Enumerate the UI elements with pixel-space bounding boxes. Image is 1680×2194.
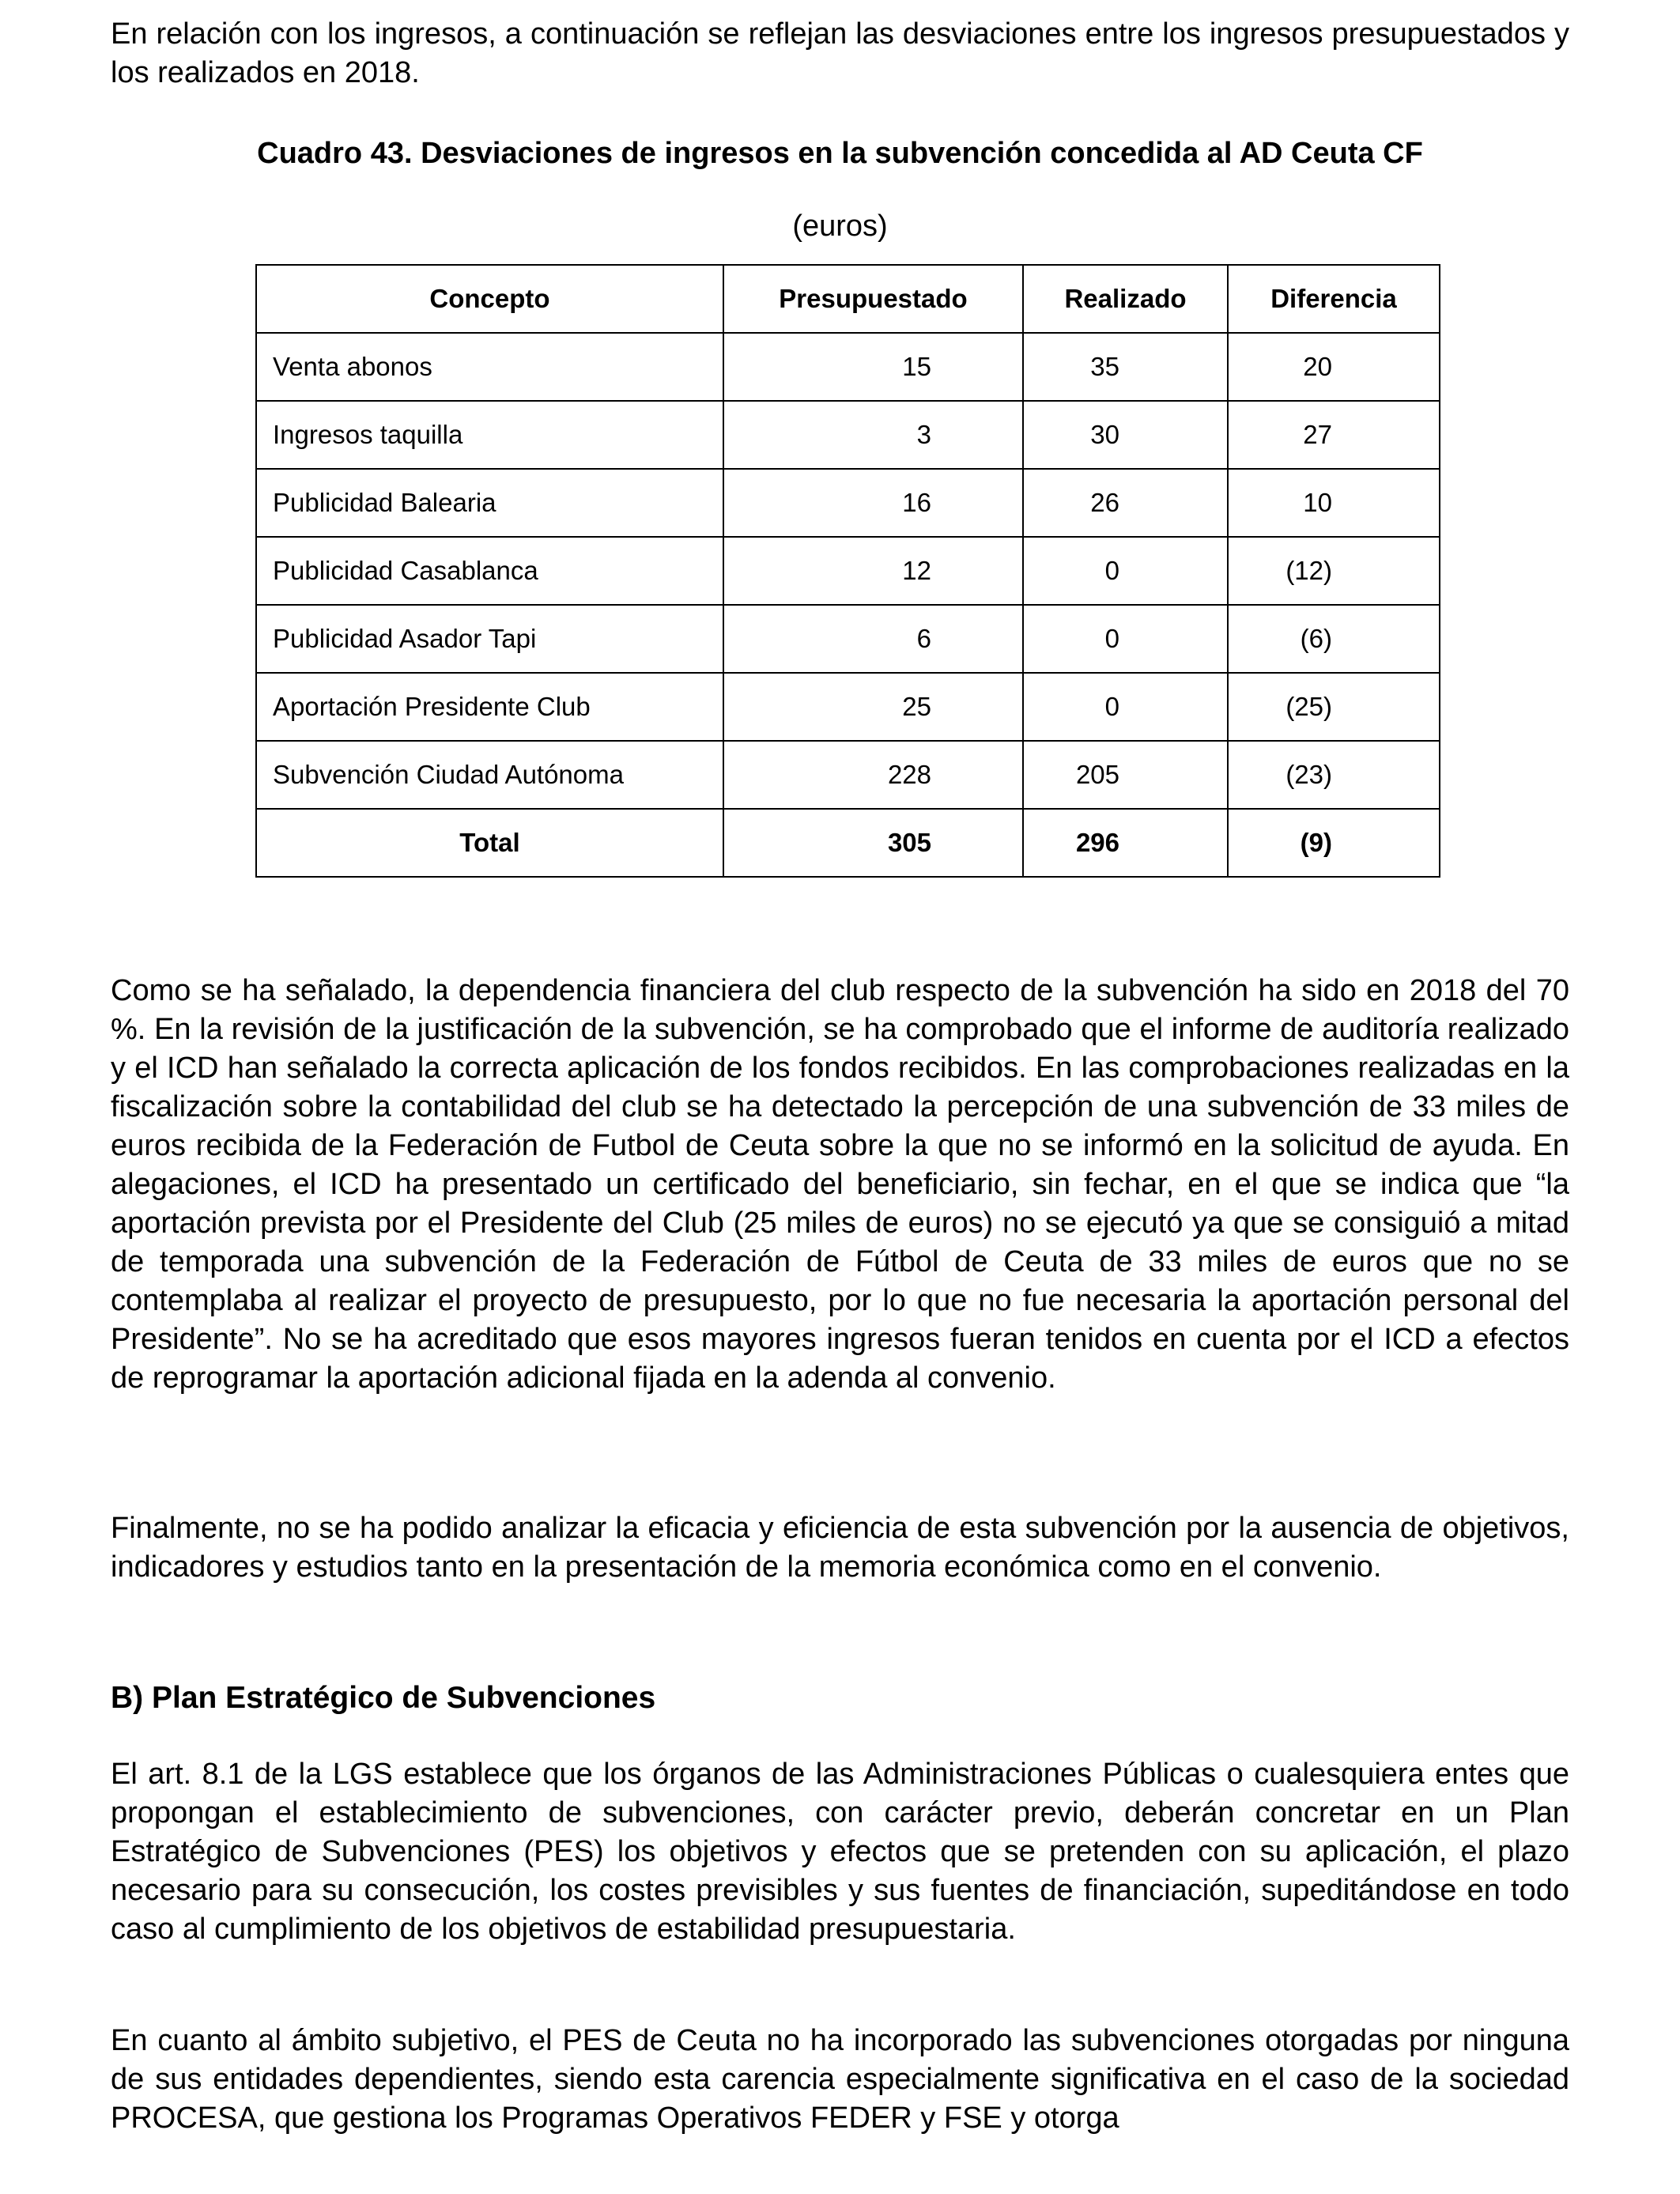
header-concepto: Concepto bbox=[256, 265, 723, 333]
header-presupuestado: Presupuestado bbox=[723, 265, 1023, 333]
scope-paragraph: En cuanto al ámbito subjetivo, el PES de Ceuta no ha incorporado las subvenciones otorgadas por ninguna de sus entidades dependientes, siendo esta carencia especialmente significativa en el caso de la sociedad PROCESA, que gestiona los Programas Operativos FEDER y FSE y otorga bbox=[111, 2024, 1569, 2135]
cell-realizado: 0 bbox=[1023, 605, 1228, 673]
cell-presupuestado: 3 bbox=[723, 401, 1023, 469]
table-row bbox=[256, 741, 1440, 809]
total-diferencia: (9) bbox=[1228, 809, 1440, 877]
cell-realizado: 30 bbox=[1023, 401, 1228, 469]
cell-concepto: Subvención Ciudad Autónoma bbox=[256, 741, 723, 809]
lgs-paragraph: El art. 8.1 de la LGS establece que los órganos de las Administraciones Públicas o cualesquiera entes que propongan el establecimiento de subvenciones, con carácter previo, deberán concretar en un Plan Estratégico de Subvenciones (PES) los objetivos y efectos que se pretenden con su aplicación, el plazo necesario para su consecución, los costes previsibles y sus fuentes de financiación, supeditándose en todo caso al cumplimiento de los objetivos de estabilidad presupuestaria. bbox=[111, 1758, 1569, 1946]
income-deviation-table bbox=[255, 264, 1440, 878]
table-row bbox=[256, 401, 1440, 469]
cell-presupuestado: 25 bbox=[723, 673, 1023, 741]
cell-realizado: 35 bbox=[1023, 333, 1228, 401]
dependency-paragraph: Como se ha señalado, la dependencia financiera del club respecto de la subvención ha sido en 2018 del 70 %. En la revisión de la justificación de la subvención, se ha comprobado que el informe de auditoría realizado y el ICD han señalado la correcta aplicación de los fondos recibidos. En las comprobaciones realizadas en la fiscalización sobre la contabilidad del club se ha detectado la percepción de una subvención de 33 miles de euros recibida de la Federación de Futbol de Ceuta sobre la que no se informó en la solicitud de ayuda. En alegaciones, el ICD ha presentado un certificado del beneficiario, sin fechar, en el que se indica que “la aportación prevista por el Presidente del Club (25 miles de euros) no se ejecutó ya que se consiguió a mitad de temporada una subvención de la Federación de Fútbol de Ceuta de 33 miles de euros que no se contemplaba al realizar el proyecto de presupuesto, por lo que no fue necesaria la aportación personal del Presidente”. No se ha acreditado que esos mayores ingresos fueran tenidos en cuenta por el ICD a efectos de reprogramar la aportación adicional fijada en la adenda al convenio. bbox=[111, 974, 1569, 1395]
cell-concepto: Publicidad Asador Tapi bbox=[256, 605, 723, 673]
total-label: Total bbox=[256, 809, 723, 877]
cell-diferencia: 27 bbox=[1228, 401, 1440, 469]
cell-diferencia: 20 bbox=[1228, 333, 1440, 401]
table-title: Cuadro 43. Desviaciones de ingresos en la subvención concedida al AD Ceuta CF bbox=[257, 137, 1423, 170]
cell-concepto: Aportación Presidente Club bbox=[256, 673, 723, 741]
cell-concepto: Publicidad Casablanca bbox=[256, 537, 723, 605]
cell-presupuestado: 16 bbox=[723, 469, 1023, 537]
table-header-row bbox=[256, 265, 1440, 333]
cell-realizado: 0 bbox=[1023, 673, 1228, 741]
header-diferencia: Diferencia bbox=[1228, 265, 1440, 333]
cell-concepto: Publicidad Balearia bbox=[256, 469, 723, 537]
table-row bbox=[256, 605, 1440, 673]
cell-concepto: Ingresos taquilla bbox=[256, 401, 723, 469]
cell-presupuestado: 15 bbox=[723, 333, 1023, 401]
table-row bbox=[256, 469, 1440, 537]
cell-presupuestado: 12 bbox=[723, 537, 1023, 605]
table-row bbox=[256, 333, 1440, 401]
total-presupuestado: 305 bbox=[723, 809, 1023, 877]
table-row bbox=[256, 537, 1440, 605]
cell-diferencia: (25) bbox=[1228, 673, 1440, 741]
header-realizado: Realizado bbox=[1023, 265, 1228, 333]
table-row bbox=[256, 673, 1440, 741]
total-realizado: 296 bbox=[1023, 809, 1228, 877]
cell-presupuestado: 228 bbox=[723, 741, 1023, 809]
cell-diferencia: (6) bbox=[1228, 605, 1440, 673]
cell-diferencia: (23) bbox=[1228, 741, 1440, 809]
table-units: (euros) bbox=[792, 210, 888, 243]
cell-realizado: 26 bbox=[1023, 469, 1228, 537]
cell-presupuestado: 6 bbox=[723, 605, 1023, 673]
efficacy-paragraph: Finalmente, no se ha podido analizar la eficacia y eficiencia de esta subvención por la ausencia de objetivos, indicadores y estudios tanto en la presentación de la memoria económica como en el convenio. bbox=[111, 1512, 1569, 1584]
intro-paragraph: En relación con los ingresos, a continuación se reflejan las desviaciones entre los ingresos presupuestados y los realizados en 2018. bbox=[111, 17, 1569, 89]
section-heading: B) Plan Estratégico de Subvenciones bbox=[111, 1681, 656, 1715]
cell-realizado: 205 bbox=[1023, 741, 1228, 809]
cell-realizado: 0 bbox=[1023, 537, 1228, 605]
cell-diferencia: 10 bbox=[1228, 469, 1440, 537]
table-total-row bbox=[256, 809, 1440, 877]
cell-diferencia: (12) bbox=[1228, 537, 1440, 605]
cell-concepto: Venta abonos bbox=[256, 333, 723, 401]
